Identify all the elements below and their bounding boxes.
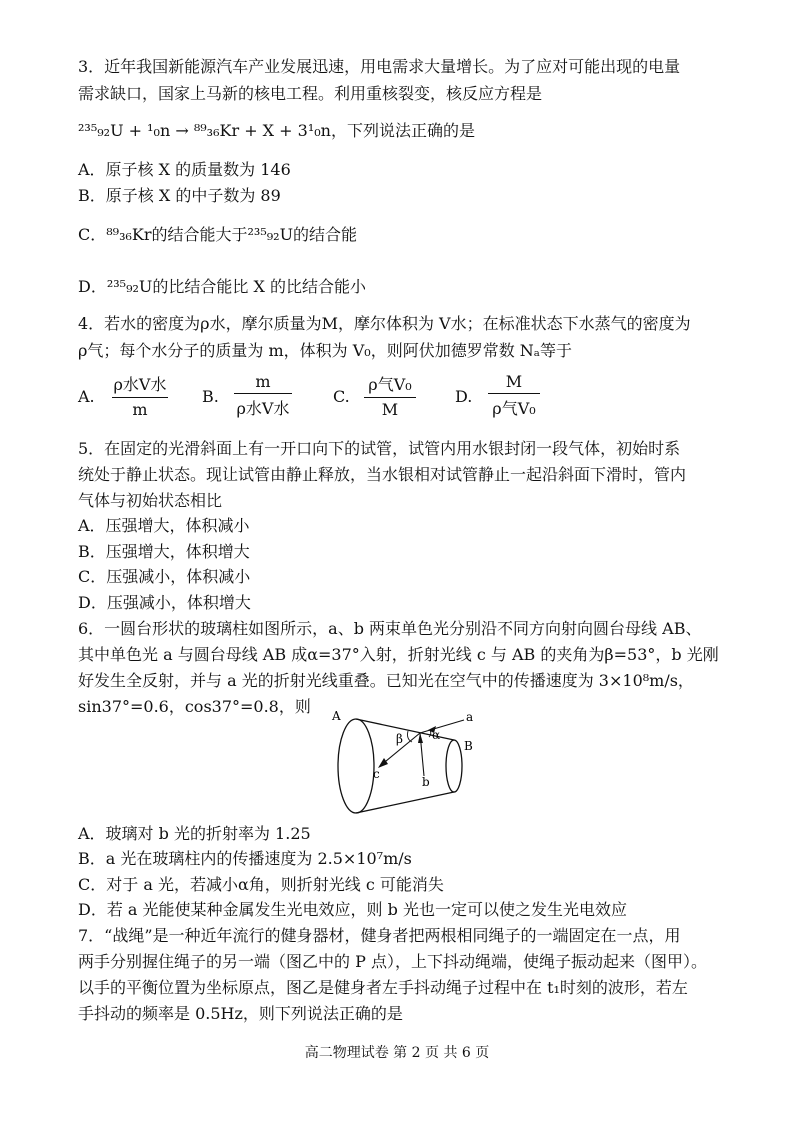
q4-stem-line2: ρ气；每个水分子的质量为 m，体积为 V₀，则阿伏加德罗常数 Nₐ等于 xyxy=(78,341,572,360)
q4-option-c-numerator: ρ气V₀ xyxy=(368,375,412,394)
q4-option-c-denominator: M xyxy=(381,400,399,419)
q4-option-b-label: B. xyxy=(202,387,219,406)
q7-stem-line2: 两手分别握住绳子的另一端（图乙中的 P 点），上下抖动绳端，使绳子振动起来（图甲）。 xyxy=(78,952,707,971)
q7-stem-line1: 7．“战绳”是一种近年流行的健身器材，健身者把两根相同绳子的一端固定在一点，用 xyxy=(78,926,681,945)
q4-option-a-fraction xyxy=(112,372,168,419)
q6-option-d: D．若 a 光能使某种金属发生光电效应，则 b 光也一定可以使之发生光电效应 xyxy=(78,900,627,919)
label-ray-c: c xyxy=(373,767,380,781)
frustum-right-face xyxy=(446,740,462,792)
q6-stem-line1: 6．一圆台形状的玻璃柱如图所示，a、b 两束单色光分别沿不同方向射向圆台母线 AB、 xyxy=(78,619,702,638)
label-point-a: A xyxy=(332,709,341,723)
q4-option-d-denominator: ρ气V₀ xyxy=(492,399,536,418)
q4-option-d-fraction xyxy=(488,372,540,419)
q3-stem-line1: 3．近年我国新能源汽车产业发展迅速，用电需求大量增长。为了应对可能出现的电量 xyxy=(78,57,681,76)
q6-stem-line4: sin37°=0.6，cos37°=0.8，则 xyxy=(78,697,311,716)
q4-option-a-numerator: ρ水V水 xyxy=(113,375,167,394)
label-alpha: α xyxy=(432,728,441,742)
q4-option-d-label: D. xyxy=(455,387,473,406)
q4-option-b-numerator: m xyxy=(255,372,271,391)
q4-option-c-label: C. xyxy=(333,387,350,406)
q6-option-a: A．玻璃对 b 光的折射率为 1.25 xyxy=(78,824,311,843)
q5-stem-line1: 5．在固定的光滑斜面上有一开口向下的试管，试管内用水银封闭一段气体，初始时系 xyxy=(78,439,681,458)
q5-stem-line2: 统处于静止状态。现让试管由静止释放，当水银相对试管静止一起沿斜面下滑时，管内 xyxy=(78,465,687,484)
label-ray-a: a xyxy=(466,710,474,724)
q7-stem-line4: 手抖动的频率是 0.5Hz，则下列说法正确的是 xyxy=(78,1004,403,1023)
label-point-b: B xyxy=(464,739,473,753)
q6-stem-line3: 好发生全反射，并与 a 光的折射光线重叠。已知光在空气中的传播速度为 3×10⁸m/s， xyxy=(78,671,694,690)
frustum-left-face xyxy=(338,719,374,813)
q6-glass-frustum-figure xyxy=(326,706,496,824)
q3-reaction-equation: ²³⁵₉₂U + ¹₀n → ⁸⁹₃₆Kr + X + 3¹₀n xyxy=(78,121,331,140)
page-footer: 高二物理试卷 第 2 页 共 6 页 xyxy=(304,1045,490,1061)
q4-option-c-fraction xyxy=(364,372,416,419)
q4-option-b-fraction xyxy=(234,372,292,419)
q3-stem-line2: 需求缺口，国家上马新的核电工程。利用重核裂变，核反应方程是 xyxy=(78,84,543,103)
q5-option-a: A．压强增大，体积减小 xyxy=(78,516,250,535)
ray-a xyxy=(420,720,464,733)
q4-option-a-denominator: m xyxy=(132,400,148,419)
q3-equation-tail: ，下列说法正确的是 xyxy=(330,121,475,140)
q6-stem-line2: 其中单色光 a 与圆台母线 AB 成α=37°入射，折射光线 c 与 AB 的夹角为β=53°，b 光刚 xyxy=(78,645,719,664)
label-ray-b: b xyxy=(422,775,430,789)
q3-option-c: C．⁸⁹₃₆Kr的结合能大于²³⁵₉₂U的结合能 xyxy=(78,225,358,244)
q4-option-b-denominator: ρ水V水 xyxy=(236,399,290,418)
q5-option-d: D．压强减小，体积增大 xyxy=(78,593,251,612)
q3-option-b: B．原子核 X 的中子数为 89 xyxy=(78,186,281,205)
q7-stem-line3: 以手的平衡位置为坐标原点，图乙是健身者左手抖动绳子过程中在 t₁时刻的波形，若左 xyxy=(78,978,688,997)
label-beta: β xyxy=(396,732,403,746)
q6-option-b: B．a 光在玻璃柱内的传播速度为 2.5×10⁷m/s xyxy=(78,849,412,868)
q6-option-c: C．对于 a 光，若减小α角，则折射光线 c 可能消失 xyxy=(78,875,444,894)
alpha-arc xyxy=(429,730,431,737)
q5-stem-line3: 气体与初始状态相比 xyxy=(78,491,223,510)
q3-option-d: D．²³⁵₉₂U的比结合能比 X 的比结合能小 xyxy=(78,277,366,296)
q4-option-d-numerator: M xyxy=(505,372,523,391)
q3-equation xyxy=(78,120,475,142)
q3-option-a: A．原子核 X 的质量数为 146 xyxy=(78,160,291,179)
q4-option-a-label: A. xyxy=(78,387,95,406)
q5-option-b: B．压强增大，体积增大 xyxy=(78,542,250,561)
q4-stem-line1: 4．若水的密度为ρ水，摩尔质量为M，摩尔体积为 V水；在标准状态下水蒸气的密度为 xyxy=(78,314,691,333)
q5-option-c: C．压强减小，体积减小 xyxy=(78,567,251,586)
